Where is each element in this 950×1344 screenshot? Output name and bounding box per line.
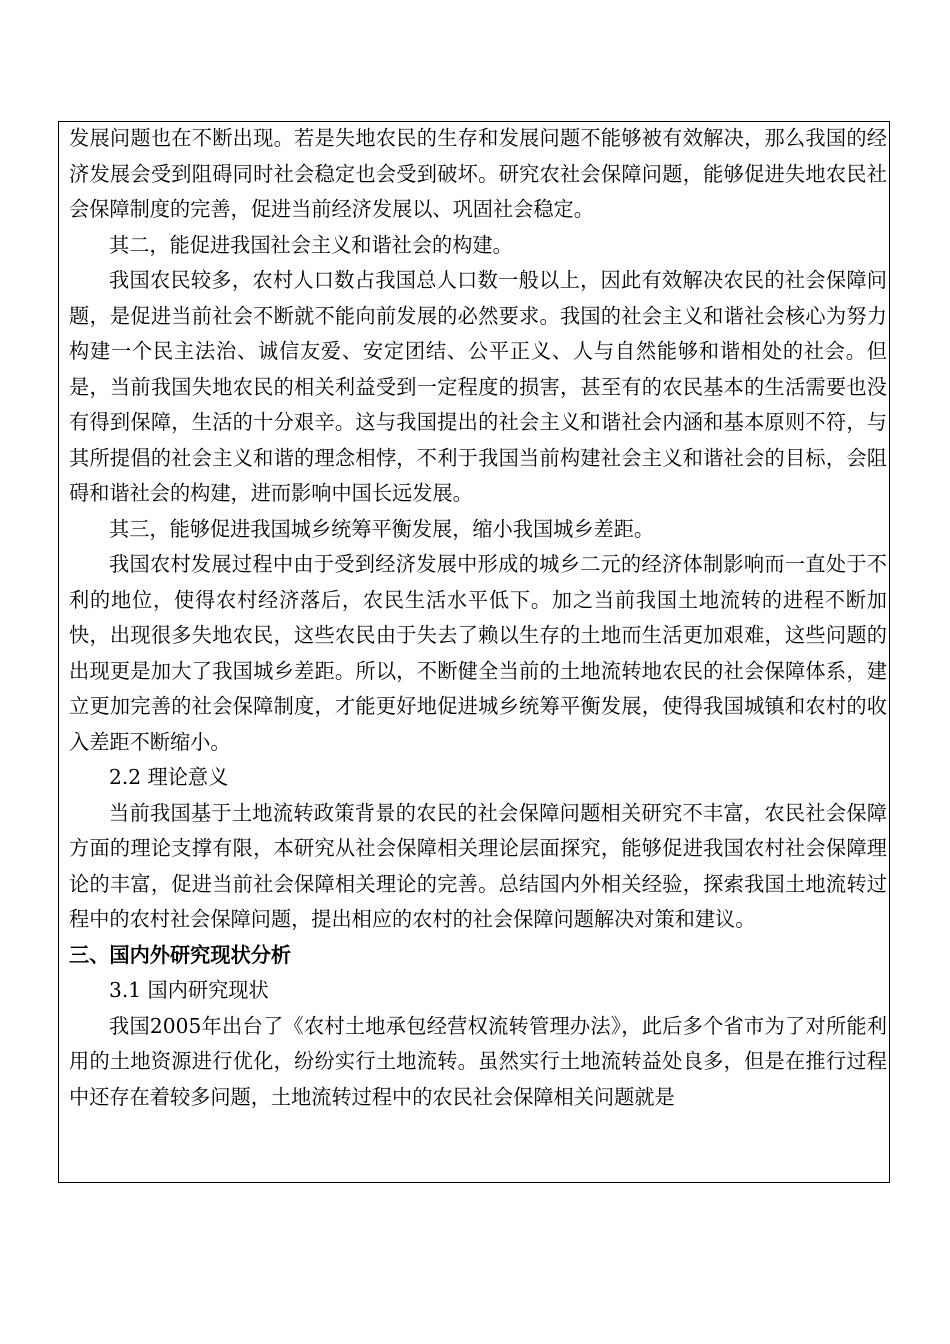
cell-content <box>69 121 887 1115</box>
paragraph-harmonious-society: 我国农民较多，农村人口数占我国总人口数一般以上，因此有效解决农民的社会保障问题，是促进当前社会不断就不能向前发展的必然要求。我国的社会主义和谐社会核心为努力构建一个民主法治、诚信友爱、安定团结、公平正义、人与自然能够和谐相处的社会。但是，当前我国失地农民的相关利益受到一定程度的损害，甚至有的农民基本的生活需要也没有得到保障，生活的十分艰辛。这与我国提出的社会主义和谐社会内涵和基本原则不符，与其所提倡的社会主义和谐的理念相悖，不利于我国当前构建社会主义和谐社会的目标，会阻碍和谐社会的构建，进而影响中国长远发展。 <box>69 268 887 505</box>
paragraph-continuation: 发展问题也在不断出现。若是失地农民的生存和发展问题不能够被有效解决，那么我国的经济发展会受到阻碍同时社会稳定也会受到破坏。研究农社会保障问题，能够促进失地农民社会保障制度的完善，促进当前经济发展以、巩固社会稳定。 <box>69 126 887 221</box>
paragraph-point-three: 其三，能够促进我国城乡统筹平衡发展，缩小我国城乡差距。 <box>109 516 655 541</box>
paragraph-theory: 当前我国基于土地流转政策背景的农民的社会保障问题相关研究不丰富，农民社会保障方面的理论支撑有限，本研究从社会保障相关理论层面探究，能够促进我国农村社会保障理论的丰富，促进当前社会保障相关理论的完善。总结国内外相关经验，探索我国土地流转过程中的农村社会保障问题，提出相应的农村的社会保障问题解决对策和建议。 <box>69 800 887 931</box>
section-heading-research-status: 三、国内外研究现状分析 <box>69 942 292 967</box>
paragraph-urban-rural: 我国农村发展过程中由于受到经济发展中形成的城乡二元的经济体制影响而一直处于不利的地位，使得农村经济落后，农民生活水平低下。加之当前我国土地流转的进程不断加快，出现很多失地农民，这些农民由于失去了赖以生存的土地而生活更加艰难，这些问题的出现更是加大了我国城乡差距。所以，不断健全当前的土地流转地农民的社会保障体系，建立更加完善的社会保障制度，才能更好地促进城乡统筹平衡发展，使得我国城镇和农村的收入差距不断缩小。 <box>69 552 887 754</box>
subheading-theoretical-significance: 2.2 理论意义 <box>109 765 229 789</box>
paragraph-domestic: 我国2005年出台了《农村土地承包经营权流转管理办法》，此后多个省市为了对所能利用的土地资源进行优化，纷纷实行土地流转。虽然实行土地流转益处良多，但是在推行过程中还存在着较多问题，土地流转过程中的农民社会保障相关问题就是 <box>69 1013 887 1109</box>
paragraph-point-two: 其二，能促进我国社会主义和谐社会的构建。 <box>109 232 513 257</box>
subheading-domestic-status: 3.1 国内研究现状 <box>109 978 269 1002</box>
